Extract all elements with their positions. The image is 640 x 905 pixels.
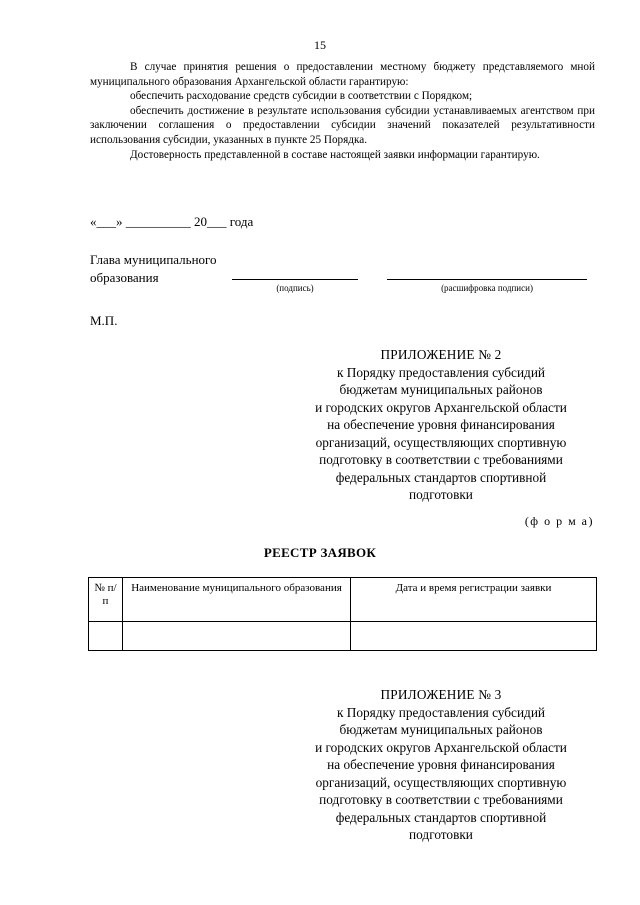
appendix-line: подготовки bbox=[409, 487, 473, 502]
date-line: «___» __________ 20___ года bbox=[90, 214, 254, 229]
appendix-2-header bbox=[296, 346, 586, 504]
registry-table bbox=[88, 577, 597, 651]
appendix-line: бюджетам муниципальных районов bbox=[339, 382, 543, 397]
appendix-line: федеральных стандартов спортивной bbox=[335, 469, 547, 485]
paragraph: обеспечить достижение в результате использования субсидии устанавливаемых агентством при заключении соглашения о предоставлении субсидии значений показателей результативности использования субсидии, указанных в пункте 25 Порядка. bbox=[90, 104, 595, 146]
appendix-line: подготовку в соответствии с требованиями bbox=[319, 452, 563, 467]
paragraph: Достоверность представленной в составе настоящей заявки информации гарантирую. bbox=[130, 148, 540, 161]
table-cell bbox=[123, 622, 351, 651]
table-row bbox=[89, 622, 597, 651]
decoding-caption: (расшифровка подписи) bbox=[441, 283, 533, 293]
signature-decoding-line bbox=[387, 279, 587, 280]
column-header-registration-date: Дата и время регистрации заявки bbox=[351, 578, 597, 622]
appendix-line: бюджетам муниципальных районов bbox=[339, 722, 543, 737]
head-title-line: Глава муниципального bbox=[90, 252, 217, 267]
appendix-line: федеральных стандартов спортивной bbox=[335, 809, 547, 825]
appendix-line: на обеспечение уровня финансирования bbox=[327, 757, 555, 772]
column-header-municipality: Наименование муниципального образования bbox=[123, 578, 351, 622]
appendix-title: ПРИЛОЖЕНИЕ № 2 bbox=[380, 347, 502, 362]
head-title bbox=[90, 251, 250, 287]
registry-title: РЕЕСТР ЗАЯВОК bbox=[263, 545, 377, 560]
form-label: (ф о р м а) bbox=[524, 514, 594, 528]
signature-caption: (подпись) bbox=[276, 283, 314, 293]
column-header-number: № п/п bbox=[89, 578, 123, 622]
head-title-line: образования bbox=[90, 270, 159, 285]
appendix-line: организаций, осуществляющих спортивную bbox=[315, 434, 567, 450]
guarantee-text bbox=[90, 60, 595, 162]
table-cell bbox=[89, 622, 123, 651]
appendix-line: подготовки bbox=[409, 827, 473, 842]
appendix-line: подготовку в соответствии с требованиями bbox=[319, 792, 563, 807]
appendix-line: и городских округов Архангельской области bbox=[315, 739, 567, 755]
stamp-place: М.П. bbox=[90, 313, 118, 328]
appendix-line: к Порядку предоставления субсидий bbox=[336, 704, 546, 720]
page-number: 15 bbox=[314, 38, 326, 52]
paragraph: обеспечить расходование средств субсидии в соответствии с Порядком; bbox=[130, 90, 473, 103]
appendix-title: ПРИЛОЖЕНИЕ № 3 bbox=[380, 687, 502, 702]
table-cell bbox=[351, 622, 597, 651]
appendix-line: организаций, осуществляющих спортивную bbox=[315, 774, 567, 790]
appendix-3-header bbox=[296, 686, 586, 844]
appendix-line: и городских округов Архангельской области bbox=[315, 399, 567, 415]
appendix-line: на обеспечение уровня финансирования bbox=[327, 417, 555, 432]
signature-line bbox=[232, 279, 358, 280]
paragraph: В случае принятия решения о предоставлении местному бюджету представляемого мной муниципального образования Архангельской области гарантирую: bbox=[90, 61, 595, 88]
table-header-row bbox=[89, 578, 597, 622]
appendix-line: к Порядку предоставления субсидий bbox=[336, 364, 546, 380]
